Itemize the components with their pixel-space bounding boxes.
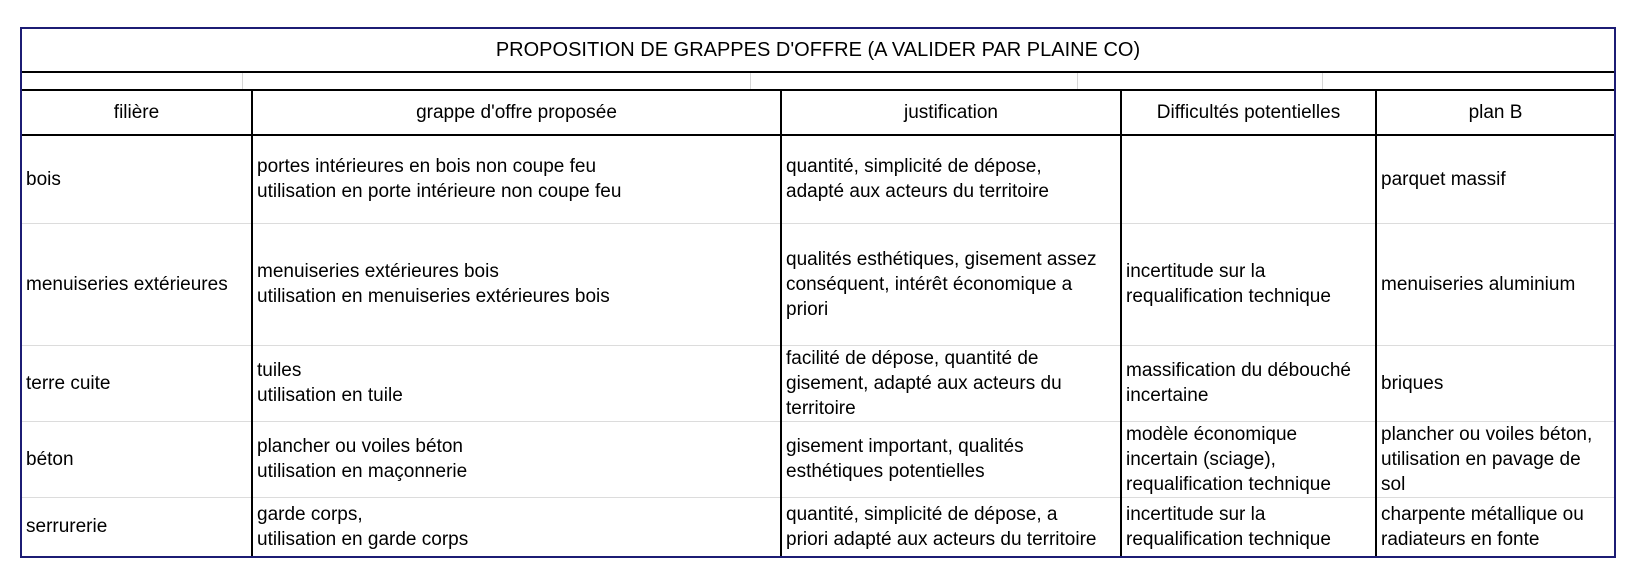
header-difficultes: Difficultés potentielles — [1121, 91, 1376, 135]
cell-text: sol — [1381, 473, 1406, 495]
header-grappe: grappe d'offre proposée — [252, 91, 781, 135]
cell-text: utilisation en tuile — [257, 385, 403, 406]
cell-filiere — [22, 421, 252, 497]
cell-grappe — [252, 135, 781, 223]
header-row — [22, 91, 1614, 135]
cell-plan-b — [1376, 421, 1614, 497]
cell-text: territoire — [786, 397, 856, 419]
cell-text: béton — [26, 448, 74, 470]
cell-text: incertaine — [1126, 385, 1209, 406]
cell-plan-b — [1376, 345, 1614, 421]
cell-text: quantité, simplicité de dépose, — [786, 156, 1042, 178]
table-row — [22, 421, 1614, 497]
empty-row — [22, 73, 1614, 91]
empty-cell — [243, 73, 751, 89]
cell-justification — [781, 345, 1121, 421]
cell-text: utilisation en porte intérieure non coupe feu — [257, 181, 622, 203]
cell-text: utilisation en garde corps — [257, 528, 469, 550]
cell-text: quantité, simplicité de dépose, a — [786, 503, 1058, 525]
cell-text: charpente métallique ou — [1381, 503, 1584, 525]
cell-text: tuiles — [257, 360, 302, 381]
offer-table — [22, 91, 1614, 558]
cell-justification — [781, 223, 1121, 345]
cell-text: requalification technique — [1126, 473, 1331, 495]
cell-text: utilisation en maçonnerie — [257, 461, 468, 482]
cell-text: menuiseries aluminium — [1381, 273, 1576, 295]
cell-grappe — [252, 421, 781, 497]
cell-text: priori — [786, 298, 829, 320]
cell-text: modèle économique — [1126, 423, 1298, 445]
header-plan-b: plan B — [1376, 91, 1614, 135]
cell-text: incertitude sur la — [1126, 503, 1266, 525]
empty-cell — [1078, 73, 1323, 89]
cell-difficultes — [1121, 497, 1376, 557]
cell-text: garde corps, — [257, 503, 363, 525]
header-filiere: filière — [22, 91, 252, 135]
cell-text: serrurerie — [26, 516, 108, 538]
cell-text: terre cuite — [26, 372, 111, 394]
cell-plan-b — [1376, 497, 1614, 557]
cell-text: portes intérieures en bois non coupe feu — [257, 156, 597, 178]
cell-text: requalification technique — [1126, 528, 1331, 550]
empty-cell — [22, 73, 243, 89]
cell-text: facilité de dépose, quantité de — [786, 347, 1039, 369]
cell-text: qualités esthétiques, gisement assez — [786, 248, 1097, 270]
cell-difficultes — [1121, 223, 1376, 345]
cell-difficultes — [1121, 421, 1376, 497]
cell-text: radiateurs en fonte — [1381, 528, 1540, 550]
cell-text: gisement important, qualités — [786, 436, 1024, 457]
cell-text: briques — [1381, 372, 1444, 394]
spreadsheet-table — [20, 27, 1616, 558]
cell-filiere — [22, 135, 252, 223]
cell-filiere — [22, 497, 252, 557]
cell-text: utilisation en pavage de — [1381, 448, 1581, 470]
table-row — [22, 223, 1614, 345]
cell-text: priori adapté aux acteurs du territoire — [786, 528, 1097, 550]
table-row — [22, 135, 1614, 223]
cell-text: adapté aux acteurs du territoire — [786, 181, 1049, 203]
cell-plan-b — [1376, 223, 1614, 345]
cell-text: incertitude sur la — [1126, 261, 1266, 282]
cell-text: menuiseries extérieures bois — [257, 261, 499, 282]
cell-filiere — [22, 223, 252, 345]
cell-plan-b — [1376, 135, 1614, 223]
cell-difficultes — [1121, 135, 1376, 223]
cell-difficultes — [1121, 345, 1376, 421]
cell-filiere — [22, 345, 252, 421]
cell-grappe — [252, 223, 781, 345]
cell-grappe — [252, 345, 781, 421]
cell-text: conséquent, intérêt économique a — [786, 273, 1073, 295]
cell-text: plancher ou voiles béton, — [1381, 423, 1593, 445]
cell-text: requalification technique — [1126, 286, 1331, 307]
table-title: PROPOSITION DE GRAPPES D'OFFRE (A VALIDER PAR PLAINE CO) — [22, 29, 1614, 73]
cell-text: esthétiques potentielles — [786, 461, 985, 482]
table-row — [22, 345, 1614, 421]
table-row — [22, 497, 1614, 557]
cell-text: gisement, adapté aux acteurs du — [786, 372, 1062, 394]
empty-cell — [751, 73, 1078, 89]
cell-text: menuiseries extérieures — [26, 273, 228, 295]
cell-grappe — [252, 497, 781, 557]
cell-justification — [781, 421, 1121, 497]
cell-text: plancher ou voiles béton — [257, 436, 463, 457]
cell-text: incertain (sciage), — [1126, 448, 1276, 470]
cell-text: bois — [26, 168, 61, 190]
cell-text: parquet massif — [1381, 168, 1506, 190]
cell-text: massification du débouché — [1126, 360, 1351, 381]
cell-justification — [781, 497, 1121, 557]
cell-justification — [781, 135, 1121, 223]
header-justification: justification — [781, 91, 1121, 135]
empty-cell — [1323, 73, 1558, 89]
cell-text: utilisation en menuiseries extérieures bois — [257, 286, 610, 307]
